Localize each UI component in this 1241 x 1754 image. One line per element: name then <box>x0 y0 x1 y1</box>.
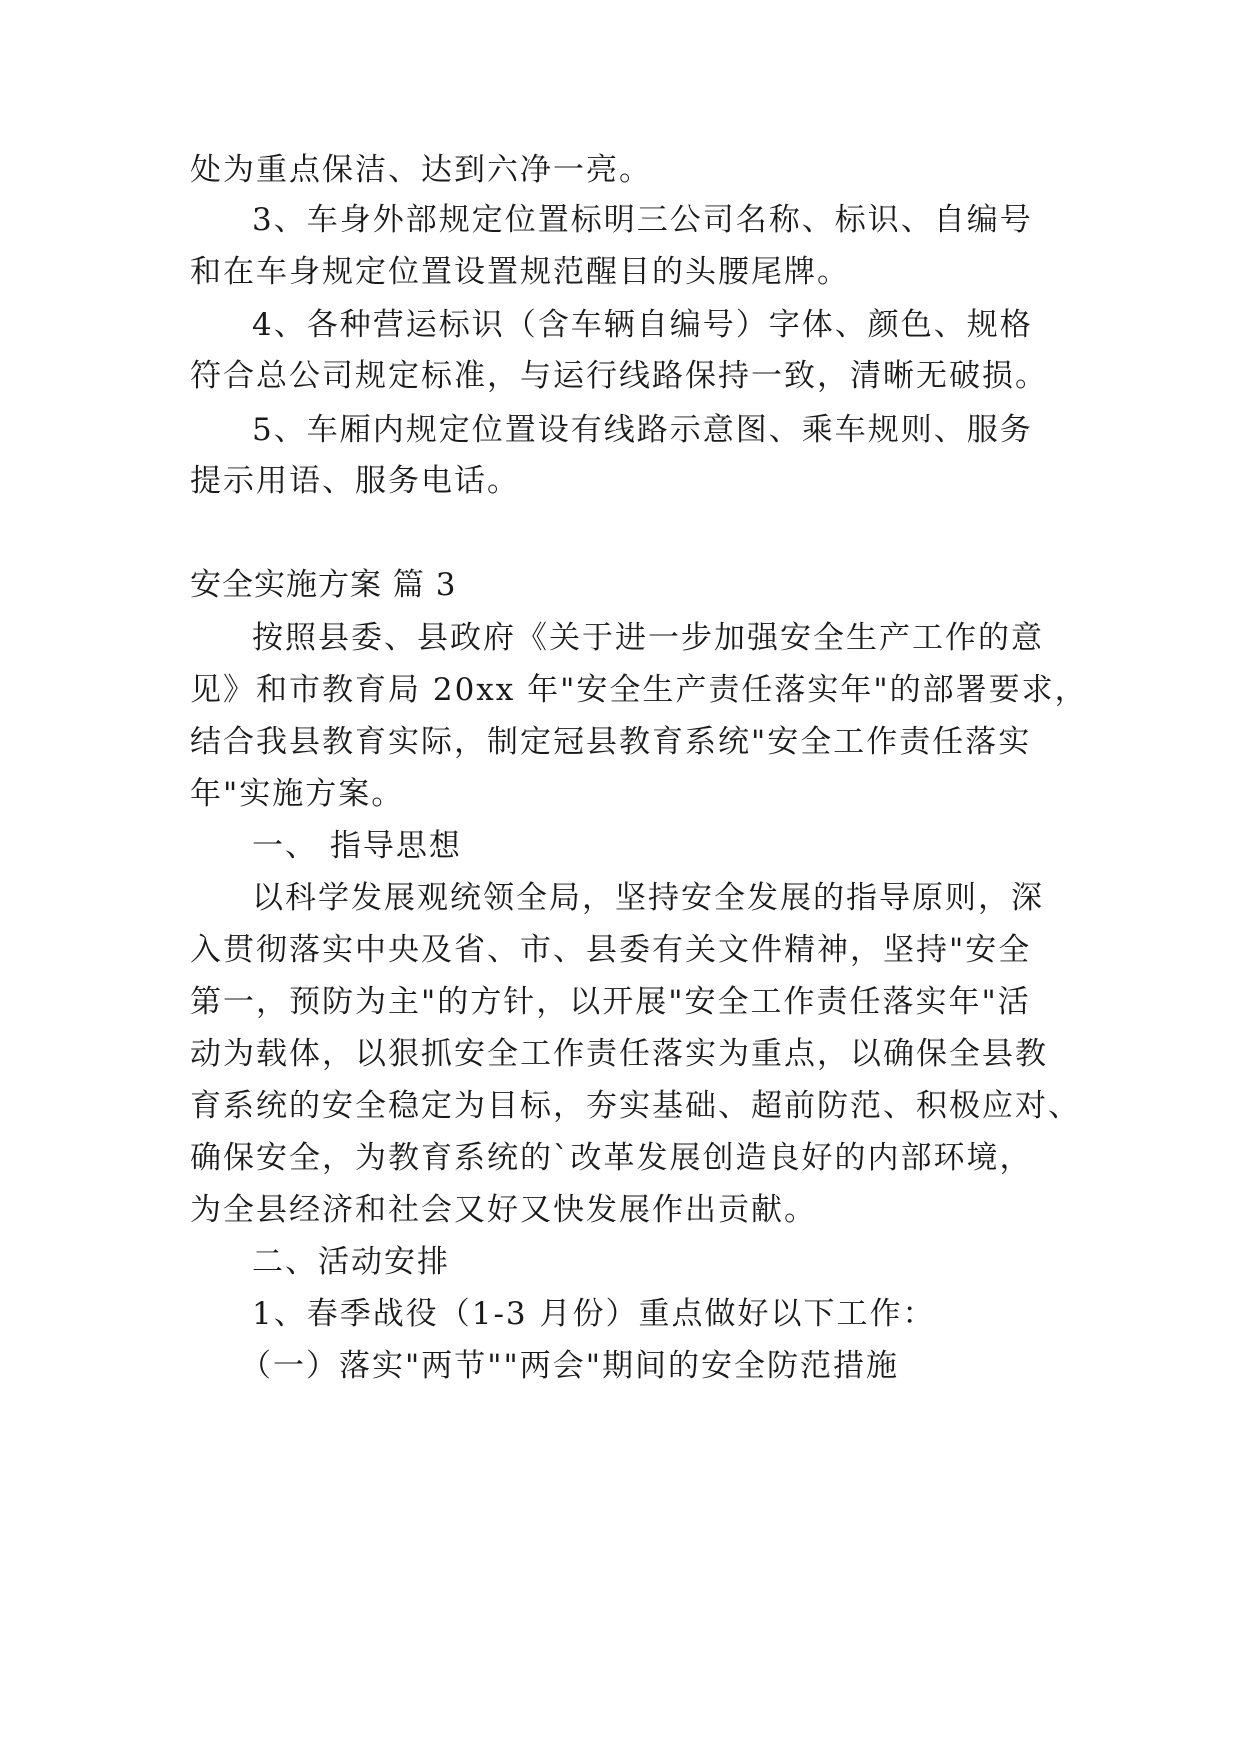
paragraph-line: 动为载体，以狠抓安全工作责任落实为重点，以确保全县教 <box>190 1036 1048 1072</box>
paragraph-line: 5、车厢内规定位置设有线路示意图、乘车规则、服务 <box>252 412 1033 448</box>
paragraph-line: 1、春季战役（1-3 月份）重点做好以下工作： <box>252 1296 936 1332</box>
paragraph-line: 入贯彻落实中央及省、市、县委有关文件精神，坚持"安全 <box>190 932 1032 968</box>
subheading: 二、活动安排 <box>252 1244 450 1280</box>
paragraph-line: 以科学发展观统领全局，坚持安全发展的指导原则，深 <box>252 880 1044 916</box>
paragraph-line: 见》和市教育局 20xx 年"安全生产责任落实年"的部署要求， <box>190 672 1088 708</box>
paragraph-line: （一）落实"两节""两会"期间的安全防范措施 <box>240 1348 900 1384</box>
paragraph-line: 结合我县教育实际，制定冠县教育系统"安全工作责任落实 <box>190 724 1032 760</box>
paragraph-line: 提示用语、服务电话。 <box>190 463 520 499</box>
section-title: 安全实施方案 篇 3 <box>190 567 457 603</box>
paragraph-line: 和在车身规定位置设置规范醒目的头腰尾牌。 <box>190 254 850 290</box>
paragraph-line: 按照县委、县政府《关于进一步加强安全生产工作的意 <box>252 620 1044 656</box>
paragraph-line: 符合总公司规定标准，与运行线路保持一致，清晰无破损。 <box>190 358 1048 394</box>
subheading: 一、 指导思想 <box>252 828 462 864</box>
paragraph-line: 4、各种营运标识（含车辆自编号）字体、颜色、规格 <box>252 307 1033 343</box>
paragraph-line: 确保安全，为教育系统的`改革发展创造良好的内部环境， <box>190 1140 1033 1176</box>
paragraph-line: 3、车身外部规定位置标明三公司名称、标识、自编号 <box>252 202 1033 238</box>
paragraph-line: 处为重点保洁、达到六净一亮。 <box>190 152 652 188</box>
paragraph-line: 年"实施方案。 <box>190 776 405 812</box>
paragraph-line: 第一，预防为主"的方针，以开展"安全工作责任落实年"活 <box>190 984 1031 1020</box>
paragraph-line: 育系统的安全稳定为目标，夯实基础、超前防范、积极应对、 <box>190 1088 1081 1124</box>
paragraph-line: 为全县经济和社会又好又快发展作出贡献。 <box>190 1192 817 1228</box>
